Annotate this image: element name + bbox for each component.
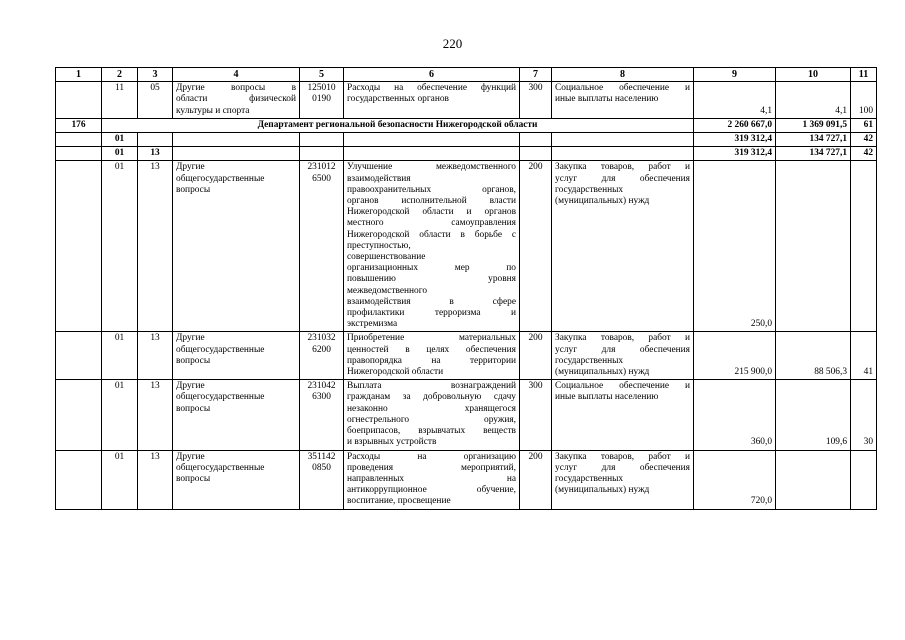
cell-actual: 109,6 [776,380,851,450]
cell-subsection: 13 [138,161,173,332]
text-line: Приобретение материальных [347,333,516,344]
cell-plan: 250,0 [694,161,776,332]
header-cell: 8 [552,68,694,82]
cell-section-name [173,133,300,147]
text-line: государственных [555,184,624,195]
cell-subsection: 13 [138,332,173,380]
cell-percent: 100 [851,82,877,119]
cell-expense-type-name [552,133,694,147]
cell-plan: 4,1 [694,82,776,119]
text-line: услуг для обеспечения [555,462,690,473]
cell-expense-type-name [552,332,694,380]
cell-expense-type [520,147,552,161]
header-row [56,68,877,82]
header-cell: 6 [344,68,520,82]
text-line: Другие вопросы в [176,83,296,94]
text-line: 125010 [307,83,336,94]
cell-c1 [56,82,102,119]
cell-subsection: 13 [138,380,173,450]
header-cell: 1 [56,68,102,82]
cell-section: 01 [102,161,138,332]
cell-expense-type [520,133,552,147]
text-line: вопросы [176,473,211,484]
cell-plan: 215 900,0 [694,332,776,380]
text-line: Другие [176,451,205,462]
text-line: совершенствование [347,252,426,263]
cell-plan: 2 260 667,0 [694,118,776,132]
text-line: повышению уровня [347,274,516,285]
text-line: 351142 [307,451,336,462]
cell-article-name [344,332,520,380]
cell-percent: 42 [851,133,877,147]
cell-expense-type: 300 [520,380,552,450]
text-line: 0850 [312,462,331,473]
text-line: 0190 [312,94,331,105]
cell-article-name [344,161,520,332]
cell-actual: 88 506,3 [776,332,851,380]
cell-department-code: 176 [56,118,102,132]
cell-section-name [173,332,300,380]
cell-target-article [300,133,344,147]
text-line: государственных [555,355,624,366]
cell-plan: 319 312,4 [694,147,776,161]
text-line: Другие [176,381,205,392]
text-line: (муниципальных) нужд [555,367,650,378]
cell-actual: 134 727,1 [776,147,851,161]
cell-c1 [56,147,102,161]
cell-section-name [173,380,300,450]
text-line: иные выплаты населению [555,392,659,403]
cell-subsection: 13 [138,147,173,161]
text-line: Социальное обеспечение и [555,83,690,94]
text-line: боеприпасов, взрывчатых веществ [347,426,516,437]
text-line: профилактики терроризма и [347,308,516,319]
text-line: Выплата вознаграждений [347,381,516,392]
text-line: 231032 [307,333,336,344]
text-line: Другие [176,333,205,344]
cell-c1 [56,380,102,450]
cell-percent [851,161,877,332]
text-line: вопросы [176,184,211,195]
text-line: (муниципальных) нужд [555,196,650,207]
header-cell: 3 [138,68,173,82]
cell-expense-type-name [552,161,694,332]
table-row [56,82,877,119]
cell-target-article [300,161,344,332]
text-line: вопросы [176,403,211,414]
cell-percent: 30 [851,380,877,450]
cell-section: 01 [102,147,138,161]
cell-expense-type: 200 [520,450,552,509]
text-line: правопорядка на территории [347,355,516,366]
cell-c1 [56,332,102,380]
text-line: вопросы [176,355,211,366]
text-line: государственных органов [347,94,449,105]
cell-section-name [173,161,300,332]
text-line: Нижегородской области [347,367,444,378]
cell-section: 11 [102,82,138,119]
cell-target-article [300,380,344,450]
cell-actual: 4,1 [776,82,851,119]
cell-section: 01 [102,133,138,147]
cell-article-name [344,380,520,450]
text-line: Закупка товаров, работ и [555,162,690,173]
cell-section-name [173,147,300,161]
text-line: 6200 [312,344,331,355]
text-line: услуг для обеспечения [555,173,690,184]
text-line: воспитание, просвещение [347,496,451,507]
text-line: экстремизма [347,319,398,330]
cell-percent: 41 [851,332,877,380]
cell-actual [776,450,851,509]
cell-article-name [344,147,520,161]
text-line: Другие [176,162,205,173]
text-line: культуры и спорта [176,105,250,116]
cell-section: 01 [102,380,138,450]
table-row [56,380,877,450]
text-line: взаимодействия [347,173,411,184]
cell-section: 01 [102,450,138,509]
cell-expense-type: 200 [520,332,552,380]
page-number: 220 [442,36,463,51]
cell-expense-type-name [552,380,694,450]
text-line: 231042 [307,381,336,392]
cell-actual: 1 369 091,5 [776,118,851,132]
cell-article-name [344,82,520,119]
table-row [56,161,877,332]
text-line: Улучшение межведомственного [347,162,516,173]
header-cell: 10 [776,68,851,82]
header-cell: 9 [694,68,776,82]
text-line: направленных на [347,473,516,484]
text-line: Нижегородской области и органов [347,207,516,218]
text-line: антикоррупционное обучение, [347,485,516,496]
cell-expense-type: 200 [520,161,552,332]
cell-subsection: 13 [138,450,173,509]
text-line: 6300 [312,392,331,403]
text-line: общегосударственные [176,392,265,403]
cell-section-name [173,82,300,119]
cell-percent: 42 [851,147,877,161]
subsection-row [56,147,877,161]
header-cell: 5 [300,68,344,82]
text-line: Расходы на обеспечение функций [347,83,516,94]
text-line: организационных мер по [347,263,516,274]
header-cell: 7 [520,68,552,82]
text-line: взаимодействия в сфере [347,296,516,307]
cell-target-article [300,82,344,119]
cell-section-name [173,450,300,509]
department-row [56,118,877,132]
text-line: иные выплаты населению [555,94,659,105]
cell-target-article [300,332,344,380]
text-line: межведомственного [347,285,428,296]
text-line: общегосударственные [176,173,265,184]
text-line: общегосударственные [176,344,265,355]
cell-expense-type: 300 [520,82,552,119]
cell-plan: 319 312,4 [694,133,776,147]
text-line: огнестрельного оружия, [347,414,516,425]
budget-table [55,67,877,510]
section-row [56,133,877,147]
cell-plan: 360,0 [694,380,776,450]
cell-percent [851,450,877,509]
header-cell: 11 [851,68,877,82]
text-line: преступностью, [347,240,411,251]
cell-c1 [56,450,102,509]
cell-subsection [138,133,173,147]
text-line: (муниципальных) нужд [555,485,650,496]
text-line: услуг для обеспечения [555,344,690,355]
text-line: государственных [555,473,624,484]
text-line: правоохранительных органов, [347,184,516,195]
text-line: 231012 [307,162,336,173]
text-line: Расходы на организацию [347,451,516,462]
cell-expense-type-name [552,450,694,509]
cell-section: 01 [102,332,138,380]
text-line: Нижегородской области в борьбе с [347,229,516,240]
cell-actual: 134 727,1 [776,133,851,147]
text-line: Закупка товаров, работ и [555,451,690,462]
table-row [56,450,877,509]
header-cell: 2 [102,68,138,82]
cell-article-name [344,133,520,147]
cell-c1 [56,161,102,332]
text-line: незаконно хранящегося [347,403,516,414]
text-line: общегосударственные [176,462,265,473]
table-row [56,332,877,380]
cell-actual [776,161,851,332]
text-line: ценностей в целях обеспечения [347,344,516,355]
text-line: Социальное обеспечение и [555,381,690,392]
text-line: гражданам за добровольную сдачу [347,392,516,403]
cell-target-article [300,450,344,509]
cell-c1 [56,133,102,147]
cell-department-name: Департамент региональной безопасности Нижегородской области [102,118,694,132]
cell-target-article [300,147,344,161]
text-line: 6500 [312,173,331,184]
cell-expense-type-name [552,147,694,161]
cell-article-name [344,450,520,509]
header-cell: 4 [173,68,300,82]
text-line: местного самоуправления [347,218,516,229]
text-line: проведения мероприятий, [347,462,516,473]
cell-expense-type-name [552,82,694,119]
text-line: органов исполнительной власти [347,196,516,207]
cell-percent: 61 [851,118,877,132]
text-line: и взрывных устройств [347,437,437,448]
cell-plan: 720,0 [694,450,776,509]
text-line: Закупка товаров, работ и [555,333,690,344]
text-line: области физической [176,94,296,105]
cell-subsection: 05 [138,82,173,119]
